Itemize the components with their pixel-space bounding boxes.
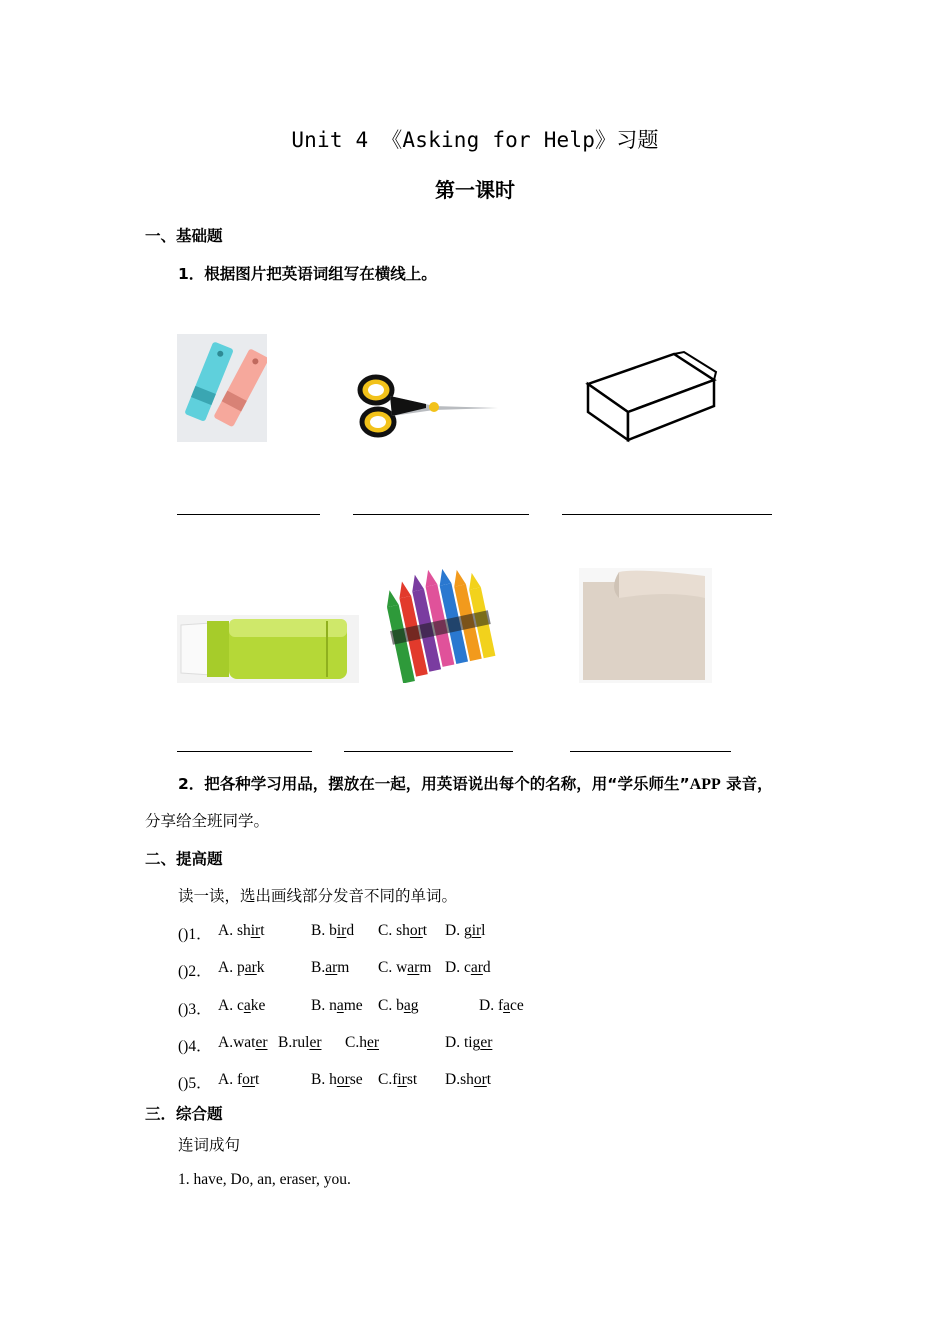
scissors-image xyxy=(356,370,501,443)
option-a[interactable]: A. shirt xyxy=(218,922,265,939)
app-name: APP xyxy=(689,776,721,793)
question-number: ()3． xyxy=(178,1001,212,1018)
mc-question-4 xyxy=(178,1034,212,1056)
option-a[interactable]: A.water xyxy=(218,1034,268,1051)
option-d[interactable]: D. girl xyxy=(445,922,486,939)
section-1-heading: 一、基础题 xyxy=(145,227,223,245)
sentence-question-1: 1. have, Do, an, eraser, you. xyxy=(178,1171,351,1188)
eraser-image xyxy=(582,350,720,443)
glue-stick-image xyxy=(177,615,359,683)
mc-question-2 xyxy=(178,959,212,981)
section-2-instruction: 读一读，选出画线部分发音不同的单词。 xyxy=(178,887,458,905)
mc-question-1 xyxy=(178,922,212,944)
option-d[interactable]: D. face xyxy=(479,997,524,1014)
mc-question-5 xyxy=(178,1071,212,1093)
option-d[interactable]: D.short xyxy=(445,1071,492,1088)
answer-line[interactable] xyxy=(177,514,320,515)
option-d[interactable]: D. card xyxy=(445,959,491,976)
section-3-instruction: 连词成句 xyxy=(178,1136,241,1154)
question-2-text: 2．把各种学习用品，摆放在一起，用英语说出每个的名称，用“学乐师生” xyxy=(178,775,690,793)
answer-line[interactable] xyxy=(353,514,529,515)
option-b[interactable]: B. horse xyxy=(311,1071,363,1088)
answer-line[interactable] xyxy=(344,751,513,752)
option-d[interactable]: D. tiger xyxy=(445,1034,493,1051)
option-b[interactable]: B. bird xyxy=(311,922,355,939)
option-c[interactable]: C. short xyxy=(378,922,428,939)
option-a[interactable]: A. park xyxy=(218,959,265,976)
question-number: ()4． xyxy=(178,1038,212,1055)
pencil-sharpener-image xyxy=(177,334,267,442)
option-a[interactable]: A. fort xyxy=(218,1071,260,1088)
answer-line[interactable] xyxy=(570,751,731,752)
section-2-heading: 二、提高题 xyxy=(145,850,223,868)
answer-line[interactable] xyxy=(177,751,312,752)
question-2-text: 录音， xyxy=(720,775,773,793)
worksheet-title: Unit 4 《Asking for Help》习题 xyxy=(291,128,659,152)
lesson-subtitle: 第一课时 xyxy=(435,178,515,202)
question-2-line-2: 分享给全班同学。 xyxy=(145,812,270,830)
option-b[interactable]: B. name xyxy=(311,997,363,1014)
option-c[interactable]: C.her xyxy=(345,1034,380,1051)
answer-line[interactable] xyxy=(562,514,772,515)
crayons-image xyxy=(378,569,498,683)
option-b[interactable]: B.arm xyxy=(311,959,350,976)
question-1-prompt: 1．根据图片把英语词组写在横线上。 xyxy=(178,265,437,283)
question-number: ()5． xyxy=(178,1075,212,1092)
option-b[interactable]: B.ruler xyxy=(278,1034,322,1051)
mc-question-3 xyxy=(178,997,212,1019)
option-c[interactable]: C. bag xyxy=(378,997,419,1014)
option-c[interactable]: C. warm xyxy=(378,959,432,976)
question-number: ()2． xyxy=(178,963,212,980)
option-a[interactable]: A. cake xyxy=(218,997,266,1014)
section-3-heading: 三．综合题 xyxy=(145,1105,223,1123)
option-c[interactable]: C.first xyxy=(378,1071,418,1088)
question-number: ()1． xyxy=(178,926,212,943)
question-2-line-1 xyxy=(178,772,773,794)
notepad-image xyxy=(579,568,712,683)
